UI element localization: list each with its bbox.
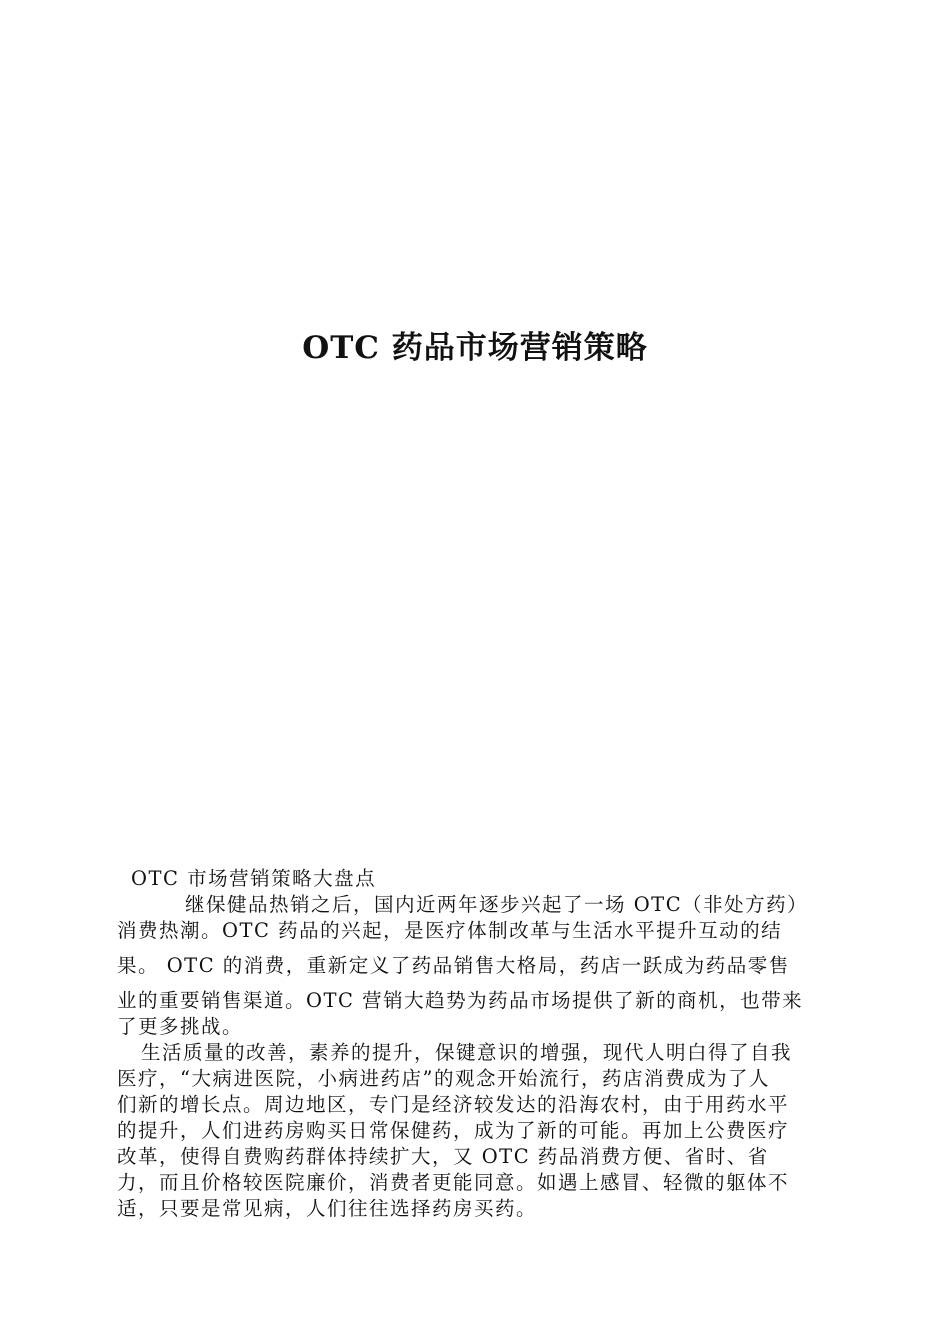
paragraph-2-line-4: 的提升，人们进药房购买日常保健药，成为了新的可能。再加上公费医疗 [117,1119,790,1142]
document-title: OTC 药品市场营销策略 [302,330,648,366]
paragraph-2-line-3: 们新的增长点。周边地区，专门是经济较发达的沿海农村，由于用药水平 [117,1093,790,1116]
section-heading: OTC 市场营销策略大盘点 [131,867,377,890]
paragraph-1-line-5: 了更多挑战。 [117,1015,244,1038]
document-body [117,866,837,1222]
paragraph-1-line-1: 继保健品热销之后，国内近两年逐步兴起了一场 OTC（非处方药） [185,893,809,916]
paragraph-2-line-6: 力，而且价格较医院廉价，消费者更能同意。如遇上感冒、轻微的躯体不 [117,1171,790,1194]
paragraph-1-line-2: 消费热潮。OTC 药品的兴起，是医疗体制改革与生活水平提升互动的结 [117,919,783,942]
paragraph-1-line-3: 果。 OTC 的消费，重新定义了药品销售大格局，药店一跃成为药品零售 [117,954,790,977]
paragraph-1-line-4: 业的重要销售渠道。OTC 营销大趋势为药品市场提供了新的商机，也带来 [117,989,804,1012]
paragraph-2-line-5: 改革，使得自费购药群体持续扩大，又 OTC 药品消费方便、省时、省 [117,1145,769,1168]
paragraph-2-line-7: 适，只要是常见病，人们往往选择药房买药。 [117,1197,538,1220]
paragraph-2-line-2: 医疗，“大病进医院，小病进药店”的观念开始流行，药店消费成为了人 [117,1067,770,1090]
paragraph-2-line-1: 生活质量的改善，素养的提升，保键意识的增强，现代人明白得了自我 [141,1041,793,1064]
